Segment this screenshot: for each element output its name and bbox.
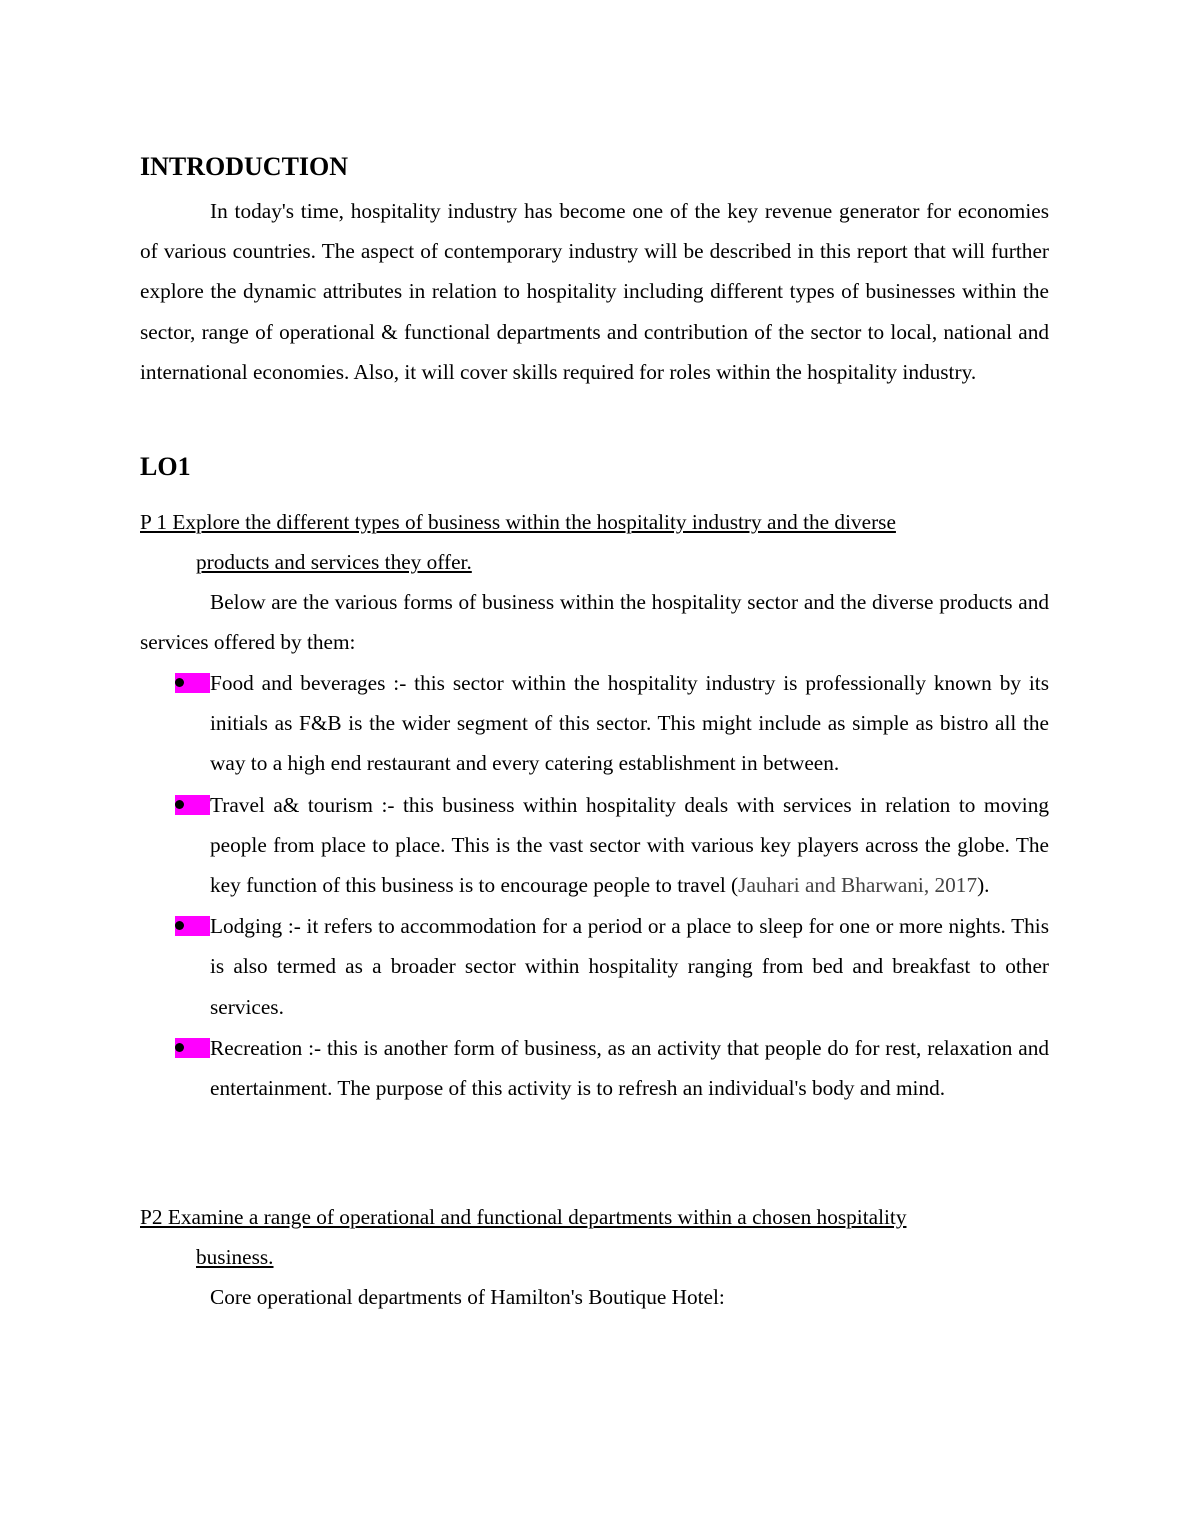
intro-heading: INTRODUCTION: [140, 152, 349, 181]
bullet-icon: [175, 678, 184, 687]
p2-title-line1: P2 Examine a range of operational and functional departments within a chosen hospitality: [140, 1205, 907, 1229]
list-item-travel-tourism: [140, 785, 1049, 906]
intro-paragraph: In today's time, hospitality industry has become one of the key revenue generator for economies of various countries. The aspect of contemporary industry will be described in this report that will further explore the dynamic attributes in relation to hospitality including different types of businesses within the sector, range of operational & functional departments and contribution of the sector to local, national and international economies. Also, it will cover skills required for roles within the hospitality industry.: [140, 199, 1049, 384]
p1-title-line2: products and services they offer.: [196, 550, 472, 575]
bullet-icon: [175, 800, 184, 809]
list-item-lodging: [140, 906, 1049, 1027]
bullet-text: Travel a& tourism :- this business within hospitality deals with services in relation to moving people from place to place. This is the vast sector with various key players across the globe. The key function of this business is to encourage people to travel (: [210, 792, 1049, 898]
lo1-heading: LO1: [140, 452, 191, 481]
p2-title-line2: business.: [196, 1245, 274, 1270]
p2-title: [140, 1197, 1049, 1277]
bullet-text: Food and beverages :- this sector within the hospitality industry is professionally known by its initials as F&B is the wider segment of this sector. This might include as simple as bistro all the way to a high end restaurant and every catering establishment in between.: [210, 671, 1049, 776]
bullet-highlight: [175, 916, 210, 936]
list-item-recreation: [140, 1028, 1049, 1108]
bullet-highlight: [175, 795, 210, 815]
p1-intro: Below are the various forms of business within the hospitality sector and the diverse products and services offered by them:: [140, 590, 1049, 655]
bullet-text: Recreation :- this is another form of business, as an activity that people do for rest, relaxation and entertainment. The purpose of this activity is to refresh an individual's body and mind.: [210, 1035, 1049, 1101]
list-item-food-beverages: [140, 663, 1049, 784]
bullet-highlight: [175, 673, 210, 693]
bullet-icon: [175, 1043, 184, 1052]
bullet-highlight: [175, 1038, 210, 1058]
business-types-list: [140, 663, 1049, 1108]
citation: Jauhari and Bharwani, 2017: [738, 873, 978, 898]
p2-intro: Core operational departments of Hamilton's Boutique Hotel:: [210, 1285, 725, 1309]
bullet-text-after: ).: [977, 873, 990, 898]
p1-title: [140, 502, 1049, 582]
bullet-text: Lodging :- it refers to accommodation for a period or a place to sleep for one or more nights. This is also termed as a broader sector within hospitality ranging from bed and breakfast to other services.: [210, 914, 1049, 1019]
bullet-icon: [175, 921, 184, 930]
p1-title-line1: P 1 Explore the different types of business within the hospitality industry and the diverse: [140, 510, 896, 534]
